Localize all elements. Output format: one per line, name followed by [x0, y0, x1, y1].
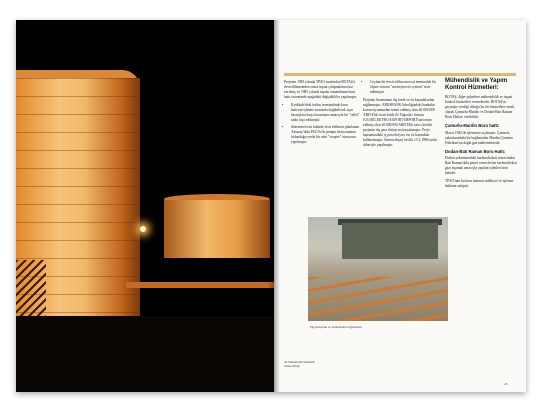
pipeline [126, 282, 274, 288]
section-heading: Mühendislik ve Yapım Kontrol Hizmetleri: [445, 78, 508, 91]
intro-paragraph: Projenin 1983 yılında TPAO tarafından BOTAŞ'a devredilmesinden sonra inşaat çalışmalarına hız verilmiş ve 1985 yılında inşaatı tamamlanan boru hattı sisteminde aşağıdaki değişiklikler yapılmıştır. [284, 80, 358, 99]
pipe-connections [308, 277, 448, 321]
magazine-spread [16, 20, 526, 392]
photo-caption: Pig istasyonu ve pompalama bağlantıları [310, 325, 362, 329]
text-column-1 [284, 80, 360, 148]
services-paragraph: BOTAŞ, diğer şirketlere mühendislik ve inşaat kontrol hizmetleri vermektedir. BOTAŞ'ın geçmişte verdiği olduğu bu tür hizmetlere örnek olarak Çamurlu-Mardin ve Dodan-Batı Raman Boru Hatları verilebilir. [445, 95, 515, 119]
floodlight [140, 226, 146, 232]
list-item: • Ceyhan'da tevsii edilen mevcut terminalde bir ölçme sistemi "meter/prover system" tesis edilmiştir. [370, 80, 439, 95]
header-rule [284, 73, 516, 76]
tank-stairway [16, 260, 46, 318]
storage-tank-small [164, 200, 270, 258]
shed [342, 223, 438, 259]
pig-station-photo [308, 217, 448, 321]
subheading-dodan: Dodan-Batı Raman Boru Hattı: [445, 148, 506, 154]
list-item: • Sistemin tevsii halinde tesis edilmesi planlanan Aksaray'daki PS2 No'lu pompa istasyonunun bulunduğu yerde bir adet "scraper" istasyonu yapılmıştır. [291, 125, 360, 145]
changes-list [284, 103, 360, 145]
financing-paragraph: Projenin finansmanı dış kredi ve öz kaynaklardan sağlanmıştır. ARESBANK liderliğindeki bankalar konsersiyumundan temin edilmiş olan 40.000.000 ABD $'lık ticari kredi ile Yugoslav firması JUGOELEKTRO EXPORT-IMPORT'tan temin edilmiş olan 20.000.000 ABD $'lık satıcı kredisi projenin dış para ihtiyacını karşılamıştır. Proje kapsamındaki iç para ihtiyacı ise öz kaynaklar kullanılmıştır. Sistem deşarj kesilir 15.2.1986 tarihi itibariyle yapılmıştır. [363, 98, 437, 147]
right-page [274, 20, 526, 392]
text-column-2 [363, 80, 439, 151]
page-number: 43 [504, 382, 508, 386]
changes-list-cont [363, 80, 439, 95]
ground [16, 316, 274, 392]
dodan-paragraph: Dodan yakınlarındaki karbondioksit rezervinden Batı Raman'daki petrol rezervlerine karbondioksit gazı taşımak amacıyla yapılan işletilen boru hattıdır. [445, 156, 517, 175]
left-page-photo [16, 20, 274, 392]
text-column-3 [445, 78, 519, 192]
subheading-camurlu: Çamurlu-Mardin Boru hattı: [445, 123, 500, 128]
spine-shadow [268, 20, 280, 392]
camurlu-paragraph: Mayıs 1982'de işletmeye açılmıştır. Çamurlu yakınlarındaki bir bağlantıdan Mardin Çimento Fabrikası'na doğal gaz nakletmektedir. [445, 130, 514, 145]
left-caption: 42 Yumurtalık terminali Tank çiftliği [284, 360, 315, 368]
list-item: • Kırıkkale'deki teslim terminalinde boru hattı'nın işletme sırasında doğabilecek aşırı basınçlara karşı korunması amacıyla bir "relief" tankı inşa edilmiştir. [291, 103, 360, 123]
tpao-paragraph: TPAO'nun bu boru hattının mülkiyet ve işletme hakkına sahiptir. [445, 179, 514, 188]
